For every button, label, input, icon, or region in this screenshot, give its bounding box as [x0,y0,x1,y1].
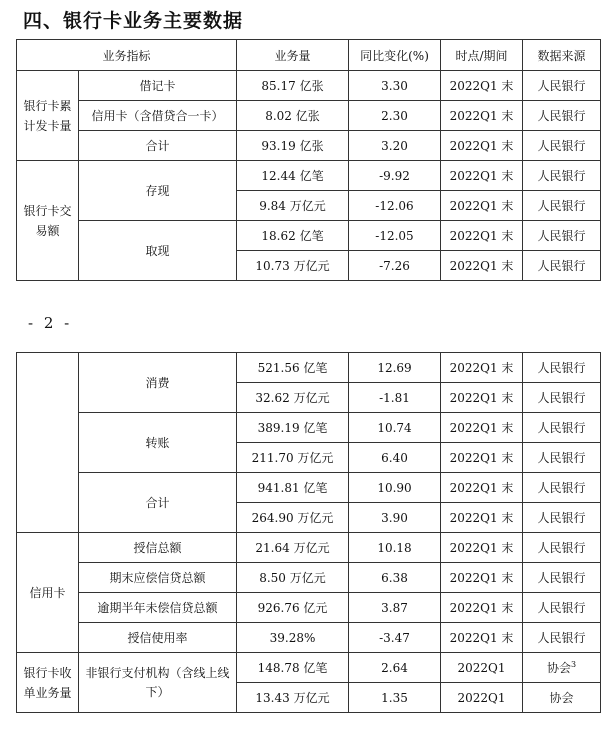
row-label: 消费 [79,353,237,413]
change-cell: -9.92 [349,161,441,191]
period-cell: 2022Q1 [441,653,523,683]
row-label: 授信使用率 [79,623,237,653]
change-cell: 1.35 [349,683,441,713]
source-cell: 人民银行 [523,353,601,383]
volume-cell: 13.43 万亿元 [237,683,349,713]
change-cell: 10.90 [349,473,441,503]
volume-cell: 18.62 亿笔 [237,221,349,251]
page-number: - 2 - [28,314,73,332]
change-cell: -1.81 [349,383,441,413]
source-cell: 人民银行 [523,383,601,413]
period-cell: 2022Q1 末 [441,383,523,413]
row-label: 非银行支付机构（含线上线下） [79,653,237,713]
section-heading: 四、银行卡业务主要数据 [23,10,244,32]
period-cell: 2022Q1 末 [441,533,523,563]
change-cell: 2.64 [349,653,441,683]
category-cell-empty [17,353,79,533]
row-label: 信用卡（含借贷合一卡） [79,101,237,131]
period-cell: 2022Q1 末 [441,221,523,251]
volume-cell: 521.56 亿笔 [237,353,349,383]
row-label: 合计 [79,131,237,161]
change-cell: 10.74 [349,413,441,443]
table-row [17,623,601,653]
source-cell: 人民银行 [523,563,601,593]
source-cell: 人民银行 [523,251,601,281]
table-row [17,161,601,191]
change-cell: 2.30 [349,101,441,131]
table-row [17,131,601,161]
col-header-indicator: 业务指标 [17,40,237,71]
row-label: 期末应偿信贷总额 [79,563,237,593]
table-row [17,473,601,503]
change-cell: 12.69 [349,353,441,383]
period-cell: 2022Q1 末 [441,623,523,653]
change-cell: 3.20 [349,131,441,161]
row-label: 逾期半年未偿信贷总额 [79,593,237,623]
change-cell: -12.05 [349,221,441,251]
volume-cell: 926.76 亿元 [237,593,349,623]
period-cell: 2022Q1 末 [441,443,523,473]
volume-cell: 9.84 万亿元 [237,191,349,221]
table-row [17,533,601,563]
header-row [17,40,601,71]
volume-cell: 39.28% [237,623,349,653]
table-row [17,71,601,101]
period-cell: 2022Q1 末 [441,563,523,593]
change-cell: 10.18 [349,533,441,563]
table-row [17,413,601,443]
source-cell: 人民银行 [523,443,601,473]
change-cell: 6.40 [349,443,441,473]
source-cell: 人民银行 [523,191,601,221]
row-label: 合计 [79,473,237,533]
source-cell: 人民银行 [523,623,601,653]
row-label: 授信总额 [79,533,237,563]
footnote-marker: 3 [570,660,577,669]
volume-cell: 12.44 亿笔 [237,161,349,191]
period-cell: 2022Q1 [441,683,523,713]
table-row [17,593,601,623]
change-cell: -12.06 [349,191,441,221]
volume-cell: 941.81 亿笔 [237,473,349,503]
row-label: 取现 [79,221,237,281]
volume-cell: 32.62 万亿元 [237,383,349,413]
volume-cell: 389.19 亿笔 [237,413,349,443]
table-row [17,653,601,683]
change-cell: 6.38 [349,563,441,593]
volume-cell: 264.90 万亿元 [237,503,349,533]
bank-card-table-part1 [16,39,601,281]
period-cell: 2022Q1 末 [441,161,523,191]
table-row [17,353,601,383]
col-header-period: 时点/期间 [441,40,523,71]
source-cell: 协会 [523,683,601,713]
row-label: 借记卡 [79,71,237,101]
category-cell: 银行卡收单业务量 [17,653,79,713]
source-cell: 人民银行 [523,221,601,251]
source-cell: 人民银行 [523,473,601,503]
source-text: 协会 [546,661,571,675]
period-cell: 2022Q1 末 [441,473,523,503]
volume-cell: 148.78 亿笔 [237,653,349,683]
source-cell: 人民银行 [523,101,601,131]
source-cell: 人民银行 [523,161,601,191]
table-row [17,563,601,593]
period-cell: 2022Q1 末 [441,353,523,383]
source-cell: 人民银行 [523,413,601,443]
change-cell: 3.87 [349,593,441,623]
period-cell: 2022Q1 末 [441,101,523,131]
volume-cell: 93.19 亿张 [237,131,349,161]
col-header-change: 同比变化(%) [349,40,441,71]
source-cell: 人民银行 [523,503,601,533]
bank-card-table-part2 [16,352,601,713]
source-cell: 人民银行 [523,533,601,563]
table-row [17,221,601,251]
change-cell: -3.47 [349,623,441,653]
source-cell: 人民银行 [523,131,601,161]
period-cell: 2022Q1 末 [441,71,523,101]
volume-cell: 8.02 亿张 [237,101,349,131]
period-cell: 2022Q1 末 [441,251,523,281]
period-cell: 2022Q1 末 [441,131,523,161]
col-header-source: 数据来源 [523,40,601,71]
col-header-volume: 业务量 [237,40,349,71]
period-cell: 2022Q1 末 [441,413,523,443]
volume-cell: 10.73 万亿元 [237,251,349,281]
volume-cell: 85.17 亿张 [237,71,349,101]
table-row [17,101,601,131]
change-cell: 3.30 [349,71,441,101]
source-cell: 人民银行 [523,71,601,101]
category-cell: 信用卡 [17,533,79,653]
volume-cell: 21.64 万亿元 [237,533,349,563]
source-cell: 人民银行 [523,593,601,623]
period-cell: 2022Q1 末 [441,593,523,623]
category-cell: 银行卡累计发卡量 [17,71,79,161]
volume-cell: 8.50 万亿元 [237,563,349,593]
row-label: 存现 [79,161,237,221]
change-cell: 3.90 [349,503,441,533]
period-cell: 2022Q1 末 [441,503,523,533]
source-cell [523,653,601,683]
category-cell: 银行卡交易额 [17,161,79,281]
period-cell: 2022Q1 末 [441,191,523,221]
row-label: 转账 [79,413,237,473]
change-cell: -7.26 [349,251,441,281]
volume-cell: 211.70 万亿元 [237,443,349,473]
